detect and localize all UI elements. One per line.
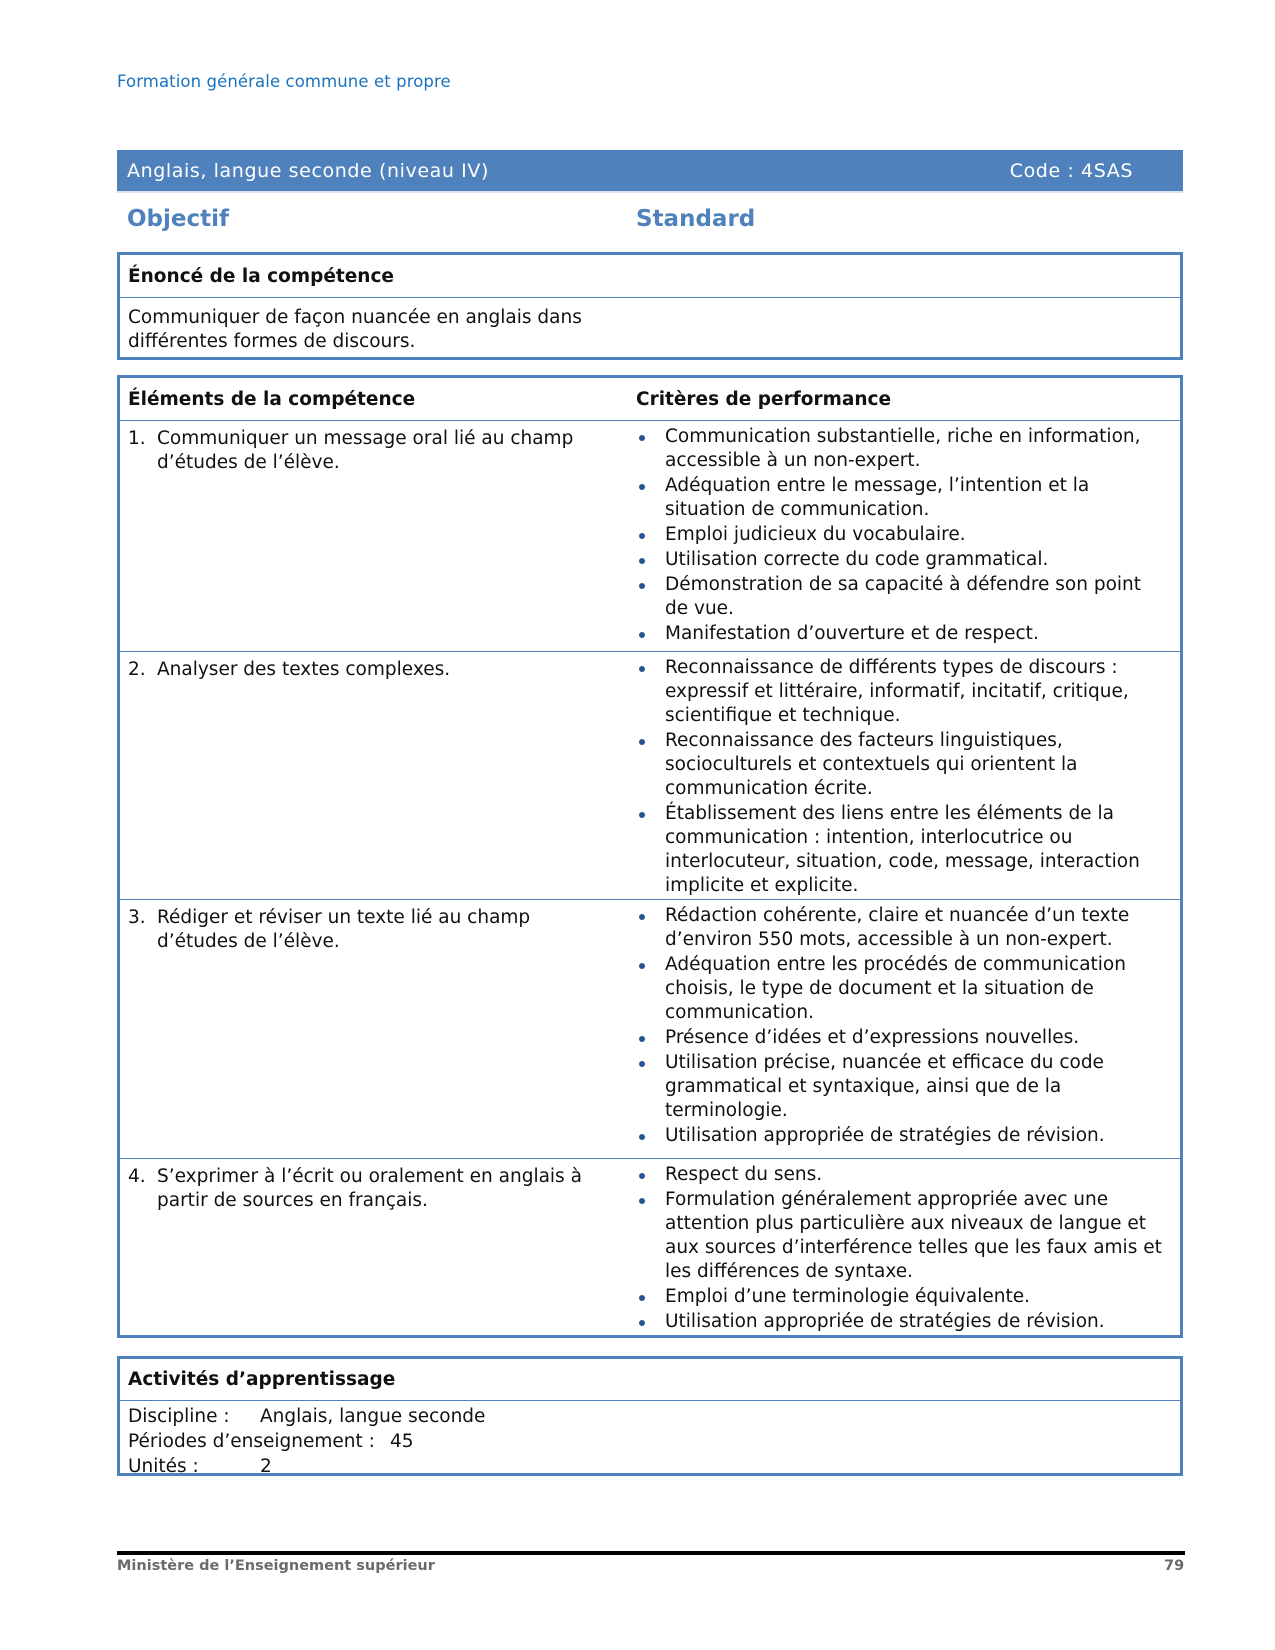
units-label: Unités : — [128, 1456, 199, 1477]
criteria-item: Utilisation appropriée de stratégies de révision. — [636, 1310, 1166, 1334]
element-number: 3. — [128, 907, 146, 928]
bullet-icon — [639, 1320, 645, 1326]
criteria-list — [636, 904, 1166, 1149]
periods-value: 45 — [390, 1431, 414, 1452]
table-row — [120, 652, 1180, 900]
periods-label: Périodes d’enseignement : — [128, 1431, 375, 1452]
units-value: 2 — [260, 1456, 272, 1477]
course-code: Code : 4SAS — [1009, 159, 1133, 182]
bullet-icon — [639, 666, 645, 672]
learning-activities-header: Activités d’apprentissage — [120, 1359, 1180, 1401]
element-number: 1. — [128, 428, 146, 449]
criteria-item: Respect du sens. — [636, 1163, 1166, 1187]
criteria-item: Reconnaissance des facteurs linguistiques, socioculturels et contextuels qui orientent la communication écrite. — [636, 729, 1166, 801]
criteria-item: Adéquation entre les procédés de communication choisis, le type de document et la situation de communication. — [636, 953, 1166, 1025]
column-header-elements: Éléments de la compétence — [128, 388, 416, 410]
discipline-line — [128, 1404, 1172, 1429]
discipline-value: Anglais, langue seconde — [260, 1406, 486, 1427]
element-text: Communiquer un message oral lié au champ d’études de l’élève. — [157, 428, 574, 473]
element-number: 2. — [128, 659, 146, 680]
footer-divider — [117, 1551, 1185, 1555]
bullet-icon — [639, 1036, 645, 1042]
element-cell — [128, 906, 613, 954]
bullet-icon — [639, 1295, 645, 1301]
learning-activities-box — [117, 1356, 1183, 1476]
bullet-icon — [639, 583, 645, 589]
criteria-list — [636, 425, 1166, 647]
bullet-icon — [639, 484, 645, 490]
table-row — [120, 900, 1180, 1159]
section-title-objectif: Objectif — [127, 206, 230, 232]
page-number: 79 — [1164, 1558, 1185, 1574]
criteria-item: Présence d’idées et d’expressions nouvelles. — [636, 1026, 1166, 1050]
criteria-list — [636, 1163, 1166, 1335]
competence-statement-header: Énoncé de la compétence — [120, 255, 1180, 298]
footer-publisher: Ministère de l’Enseignement supérieur — [117, 1558, 435, 1574]
bullet-icon — [639, 632, 645, 638]
running-header: Formation générale commune et propre — [117, 72, 451, 91]
competence-statement-text: Communiquer de façon nuancée en anglais dans différentes formes de discours. — [128, 307, 582, 352]
bullet-icon — [639, 963, 645, 969]
element-text: Analyser des textes complexes. — [157, 659, 451, 680]
criteria-item: Emploi d’une terminologie équivalente. — [636, 1285, 1166, 1309]
criteria-item: Utilisation correcte du code grammatical. — [636, 548, 1166, 572]
course-title-bar — [117, 150, 1183, 193]
bullet-icon — [639, 533, 645, 539]
column-header-criteria: Critères de performance — [636, 388, 892, 410]
periods-line — [128, 1429, 1172, 1454]
course-title: Anglais, langue seconde (niveau IV) — [127, 159, 489, 182]
criteria-item: Utilisation appropriée de stratégies de révision. — [636, 1124, 1166, 1148]
element-cell — [128, 1165, 613, 1213]
criteria-item: Manifestation d’ouverture et de respect. — [636, 622, 1166, 646]
discipline-label: Discipline : — [128, 1406, 230, 1427]
table-row — [120, 1159, 1180, 1338]
criteria-item: Reconnaissance de différents types de discours : expressif et littéraire, informatif, incitatif, critique, scientifique et technique. — [636, 656, 1166, 728]
bullet-icon — [639, 435, 645, 441]
criteria-item: Adéquation entre le message, l’intention et la situation de communication. — [636, 474, 1166, 522]
units-line — [128, 1454, 1172, 1479]
criteria-item: Communication substantielle, riche en information, accessible à un non-expert. — [636, 425, 1166, 473]
element-number: 4. — [128, 1166, 146, 1187]
element-cell — [128, 658, 613, 682]
element-text: S’exprimer à l’écrit ou oralement en anglais à partir de sources en français. — [157, 1166, 582, 1211]
bullet-icon — [639, 914, 645, 920]
table-header-row — [120, 378, 1180, 421]
criteria-item: Emploi judicieux du vocabulaire. — [636, 523, 1166, 547]
bullet-icon — [639, 1134, 645, 1140]
section-title-standard: Standard — [636, 206, 756, 232]
bullet-icon — [639, 812, 645, 818]
table-row — [120, 421, 1180, 652]
competence-statement-box — [117, 252, 1183, 360]
criteria-item: Établissement des liens entre les éléments de la communication : intention, interlocutrice ou interlocuteur, situation, code, message, interaction implicite et explicite. — [636, 802, 1166, 898]
bullet-icon — [639, 1173, 645, 1179]
criteria-item: Utilisation précise, nuancée et efficace du code grammatical et syntaxique, ainsi que de la terminologie. — [636, 1051, 1166, 1123]
criteria-item: Rédaction cohérente, claire et nuancée d’un texte d’environ 550 mots, accessible à un non-expert. — [636, 904, 1166, 952]
criteria-item: Démonstration de sa capacité à défendre son point de vue. — [636, 573, 1166, 621]
bullet-icon — [639, 558, 645, 564]
element-cell — [128, 427, 613, 475]
criteria-list — [636, 656, 1166, 899]
learning-activities-details — [120, 1401, 1180, 1479]
bullet-icon — [639, 1198, 645, 1204]
competence-elements-table — [117, 375, 1183, 1338]
bullet-icon — [639, 739, 645, 745]
bullet-icon — [639, 1061, 645, 1067]
element-text: Rédiger et réviser un texte lié au champ d’études de l’élève. — [157, 907, 531, 952]
criteria-item: Formulation généralement appropriée avec une attention plus particulière aux niveaux de langue et aux sources d’interférence telles que les faux amis et les différences de syntaxe. — [636, 1188, 1166, 1284]
